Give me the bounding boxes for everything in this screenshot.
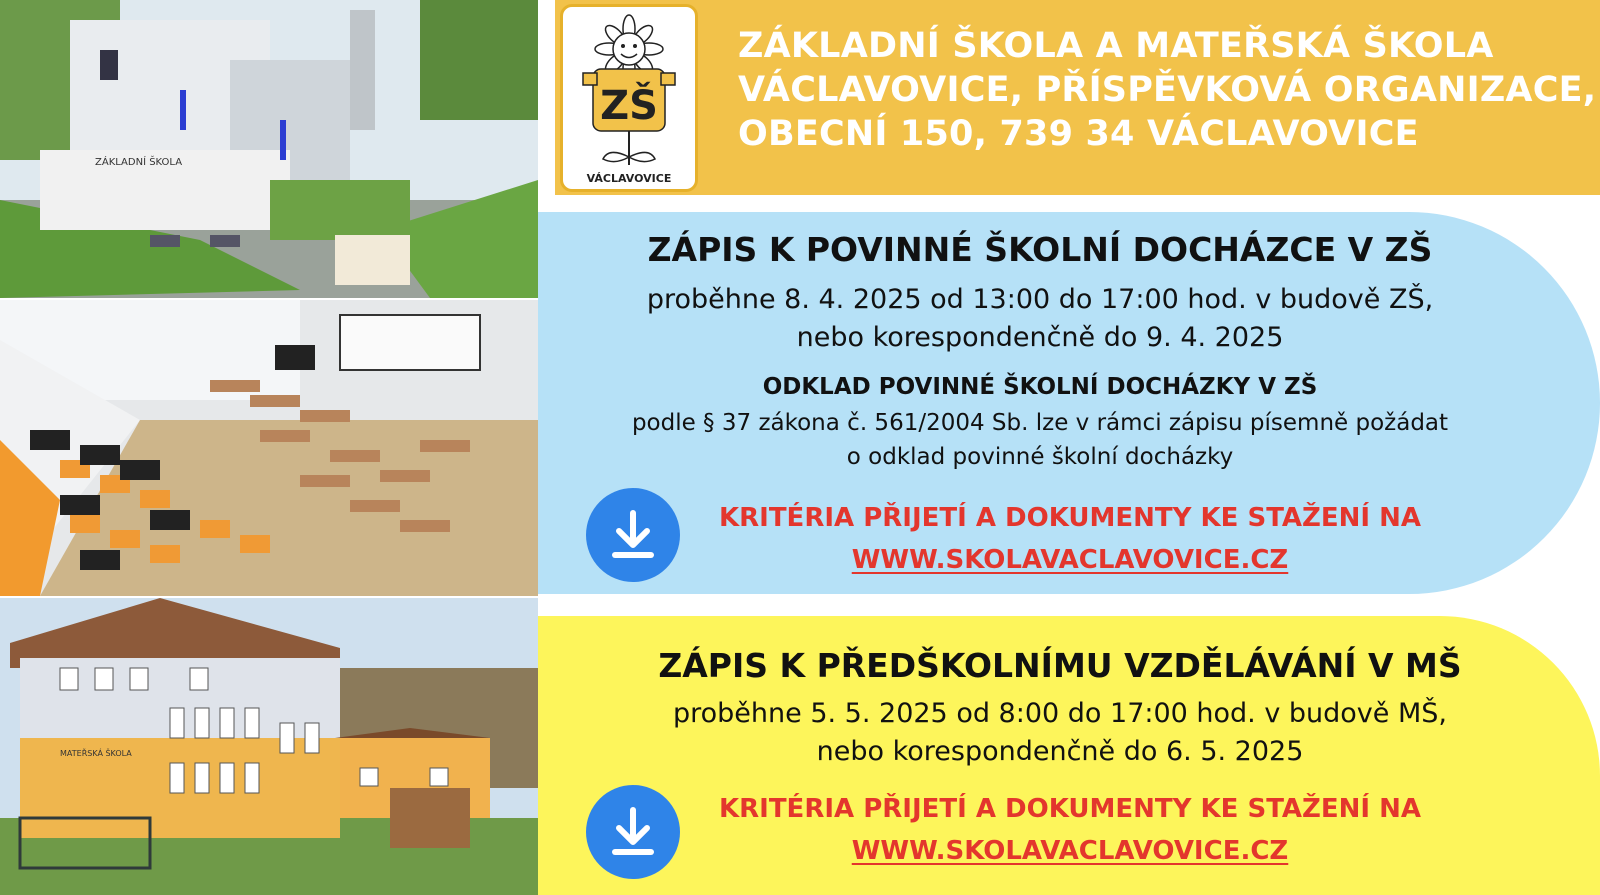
zs-deferral-line-2: o odklad povinné školní docházky bbox=[846, 444, 1234, 470]
ms-criteria-text: KRITÉRIA PŘIJETÍ A DOKUMENTY KE STAŽENÍ NA bbox=[718, 794, 1422, 824]
school-name bbox=[738, 24, 1597, 156]
logo-letters: ZŠ bbox=[600, 83, 658, 129]
zs-line-2: nebo korespondenčně do 9. 4. 2025 bbox=[796, 322, 1284, 353]
zs-download-button[interactable] bbox=[586, 488, 680, 582]
photo-primary-school-building bbox=[0, 0, 538, 298]
zs-building-sign: ZÁKLADNÍ ŠKOLA bbox=[95, 157, 183, 168]
ms-line-2: nebo korespondenčně do 6. 5. 2025 bbox=[816, 736, 1304, 767]
zs-title: ZÁPIS K POVINNÉ ŠKOLNÍ DOCHÁZCE V ZŠ bbox=[647, 230, 1433, 269]
zs-enrollment-panel bbox=[538, 212, 1600, 594]
ms-website-link[interactable]: WWW.SKOLAVACLAVOVICE.CZ bbox=[851, 836, 1289, 866]
ms-title: ZÁPIS K PŘEDŠKOLNÍMU VZDĚLÁVÁNÍ V MŠ bbox=[658, 646, 1462, 685]
photo-classroom-render bbox=[0, 300, 538, 596]
zs-website-link[interactable]: WWW.SKOLAVACLAVOVICE.CZ bbox=[851, 545, 1289, 575]
zs-deferral-line-1: podle § 37 zákona č. 561/2004 Sb. lze v rámci zápisu písemně požádat bbox=[631, 410, 1449, 436]
photo-kindergarten-building bbox=[0, 598, 538, 895]
zs-deferral-title: ODKLAD POVINNÉ ŠKOLNÍ DOCHÁZKY V ZŠ bbox=[762, 374, 1318, 400]
ms-line-1: proběhne 5. 5. 2025 od 8:00 do 17:00 hod. v budově MŠ, bbox=[673, 698, 1447, 729]
download-icon bbox=[603, 505, 663, 565]
zs-criteria-text: KRITÉRIA PŘIJETÍ A DOKUMENTY KE STAŽENÍ NA bbox=[718, 503, 1422, 533]
school-logo bbox=[560, 4, 698, 192]
logo-caption: VÁCLAVOVICE bbox=[586, 172, 672, 185]
ms-building-sign: MATEŘSKÁ ŠKOLA bbox=[60, 749, 132, 758]
sun-flower-logo-icon bbox=[563, 7, 695, 189]
download-icon bbox=[603, 802, 663, 862]
school-name-line-2: VÁCLAVOVICE, PŘÍSPĚVKOVÁ ORGANIZACE, bbox=[738, 70, 1597, 110]
school-name-line-1: ZÁKLADNÍ ŠKOLA A MATEŘSKÁ ŠKOLA bbox=[738, 26, 1494, 66]
zs-line-1: proběhne 8. 4. 2025 od 13:00 do 17:00 hod. v budově ZŠ, bbox=[646, 284, 1434, 315]
school-name-line-3: OBECNÍ 150, 739 34 VÁCLAVOVICE bbox=[738, 114, 1419, 154]
ms-download-button[interactable] bbox=[586, 785, 680, 879]
